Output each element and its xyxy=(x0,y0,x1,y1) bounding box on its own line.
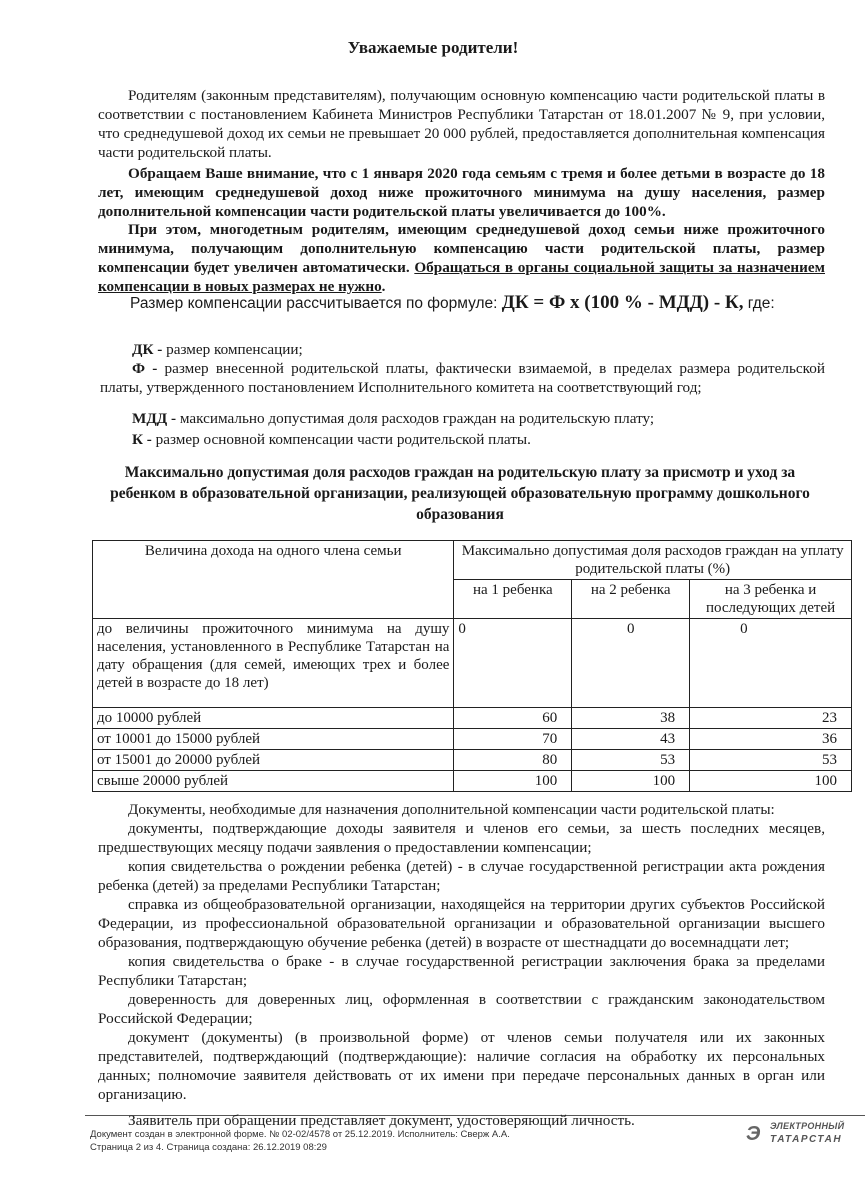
table-cell-value: 0 xyxy=(572,619,690,708)
definition-mdd xyxy=(100,409,825,428)
definition-dk xyxy=(100,340,825,359)
paragraph-3-underlined: Обращаться в органы социальной защиты за назначением компенсации в новых размерах не нужно xyxy=(98,259,825,295)
documents-list xyxy=(98,800,825,1104)
definition-k xyxy=(100,430,825,449)
definition-term: ДК - xyxy=(132,341,163,358)
formula-intro: Размер компенсации рассчитывается по формуле: xyxy=(130,295,498,312)
table-header-child-3: на 3 ребенка и последующих детей xyxy=(690,580,852,619)
paragraph-2 xyxy=(98,164,825,221)
table-header-income: Величина дохода на одного члена семьи xyxy=(93,541,454,619)
table-cell-value: 53 xyxy=(572,750,690,771)
paragraph-1-text: Родителям (законным представителям), получающим основную компенсацию части родительской платы в соответствии с постановлением Кабинета Министров Республики Татарстан от 18.01.2007 № 9, при условии, что среднедушевой доход их семьи не превышает 20 000 рублей, предоставляется дополнительная компенсация части родительской платы. xyxy=(98,87,825,161)
documents-intro-text: Документы, необходимые для назначения дополнительной компенсации части родительской платы: xyxy=(128,801,775,818)
compensation-table xyxy=(92,540,852,792)
definition-term: МДД - xyxy=(132,410,177,427)
table-row xyxy=(93,750,852,771)
list-item xyxy=(98,857,825,895)
table-title: Максимально допустимая доля расходов граждан на родительскую плату за присмотр и уход за ребенком в образовательной организации, реализующей образовательную программу дошкольного образования xyxy=(110,464,810,523)
list-item-text: копия свидетельства о браке - в случае государственной регистрации заключения брака за пределами Республики Татарстан; xyxy=(98,953,825,989)
definition-text: размер внесенной родительской платы, фактически взимаемой, в пределах размера родительской платы, утвержденного постановлением Исполнительного комитета на соответствующий год; xyxy=(100,360,826,396)
table-cell-value: 80 xyxy=(454,750,572,771)
definition-text: размер основной компенсации части родительской платы. xyxy=(155,431,531,448)
table-cell-value: 43 xyxy=(572,729,690,750)
table-cell-value: 100 xyxy=(572,771,690,792)
table-cell-value: 23 xyxy=(690,708,852,729)
table-header-group: Максимально допустимая доля расходов граждан на уплату родительской платы (%) xyxy=(454,541,852,580)
table-cell-value: 0 xyxy=(690,619,852,708)
table-cell-label: от 15001 до 20000 рублей xyxy=(93,750,454,771)
definition-f xyxy=(100,359,825,397)
table-cell-value: 53 xyxy=(690,750,852,771)
table-cell-label: от 10001 до 15000 рублей xyxy=(93,729,454,750)
logo-line-1: ЭЛЕКТРОННЫЙ xyxy=(770,1121,845,1131)
definition-term: К - xyxy=(132,431,152,448)
table-row xyxy=(93,729,852,750)
table-row xyxy=(93,771,852,792)
list-item xyxy=(98,819,825,857)
table-header-child-1: на 1 ребенка xyxy=(454,580,572,619)
list-item-text: документ (документы) (в произвольной форме) от членов семьи получателя или их законных представителей, подтверждающий (подтверждающие): наличие согласия на обработку их персональных данных; полномочие заявителя действовать от их имени при передаче персональных данных в орган или организацию. xyxy=(98,1029,825,1103)
table-cell-value: 70 xyxy=(454,729,572,750)
table-header-row xyxy=(93,541,852,580)
footer-text xyxy=(90,1128,650,1154)
table-cell-value: 38 xyxy=(572,708,690,729)
logo-icon: Э xyxy=(746,1123,761,1145)
formula-end: где: xyxy=(747,295,775,312)
list-item-text: справка из общеобразовательной организации, находящейся на территории других субъектов Российской Федерации, из профессиональной образовательной организации и образовательной организации высшего образования, подтверждающую обучение ребенка (детей) в возрасте от шестнадцати до восемнадцати лет; xyxy=(98,896,825,951)
definition-text: размер компенсации; xyxy=(166,341,303,358)
table-cell-label: до 10000 рублей xyxy=(93,708,454,729)
definition-text: максимально допустимая доля расходов граждан на родительскую плату; xyxy=(179,410,655,427)
formula-line xyxy=(130,292,830,314)
page-title: Уважаемые родители! xyxy=(347,38,519,57)
paragraph-3-text: При этом, многодетным родителям, имеющим среднедушевой доход семьи ниже прожиточного минимума, получающим дополнительную компенсацию части родительской платы, размер компенсации будет увеличен автоматически. xyxy=(98,221,825,276)
table-cell-value: 60 xyxy=(454,708,572,729)
list-item xyxy=(98,990,825,1028)
list-item-text: копия свидетельства о рождении ребенка (детей) - в случае государственной регистрации акта рождения ребенка (детей) за пределами Республики Татарстан; xyxy=(98,858,825,894)
formula: ДК = Ф х (100 % - МДД) - К, xyxy=(501,292,744,313)
list-item xyxy=(98,1028,825,1104)
definition-term: Ф - xyxy=(132,360,158,377)
paragraph-1 xyxy=(98,86,825,162)
table-header-child-2: на 2 ребенка xyxy=(572,580,690,619)
list-item xyxy=(98,895,825,952)
paragraph-3: При этом, многодетным родителям, имеющим среднедушевой доход семьи ниже прожиточного минимума, получающим дополнительную компенсацию части родительской платы, размер компенсации будет увеличен автоматически. Обращаться в органы социальной защиты за назначением компенсации в новых размерах не нужно. xyxy=(98,221,825,295)
footer-line-2: Страница 2 из 4. Страница создана: 26.12.2019 08:29 xyxy=(90,1142,327,1153)
documents-intro xyxy=(98,800,825,819)
last-line: Заявитель при обращении представляет документ, удостоверяющий личность. xyxy=(128,1112,635,1129)
list-item-text: документы, подтверждающие доходы заявителя и членов его семьи, за шесть последних месяцев, предшествующих месяцу подачи заявления о предоставлении компенсации; xyxy=(98,820,825,856)
table-cell-label: до величины прожиточного минимума на душу населения, установленного в Республике Татарстан на дату обращения (для семей, имеющих трех и более детей в возрасте до 18 лет) xyxy=(93,619,454,708)
table-cell-value: 100 xyxy=(690,771,852,792)
list-item-text: доверенность для доверенных лиц, оформленная в соответствии с гражданским законодательством Российской Федерации; xyxy=(98,991,825,1027)
paragraph-2-text: Обращаем Ваше внимание, что с 1 января 2020 года семьям с тремя и более детьми в возрасте до 18 лет, имеющим среднедушевой доход ниже прожиточного минимума на душу населения, размер дополнительной компенсации части родительской платы увеличивается до 100%. xyxy=(98,165,825,220)
list-item xyxy=(98,952,825,990)
table-cell-label: свыше 20000 рублей xyxy=(93,771,454,792)
footer-line-1: Документ создан в электронной форме. № 02-02/4578 от 25.12.2019. Исполнитель: Сверж А.А. xyxy=(90,1129,510,1140)
table-cell-value: 0 xyxy=(454,619,572,708)
logo-line-2: ТАТАРСТАН xyxy=(770,1134,843,1145)
electronic-tatarstan-logo xyxy=(746,1120,856,1150)
table-cell-value: 36 xyxy=(690,729,852,750)
table-cell-value: 100 xyxy=(454,771,572,792)
table-row xyxy=(93,708,852,729)
table-row xyxy=(93,619,852,708)
